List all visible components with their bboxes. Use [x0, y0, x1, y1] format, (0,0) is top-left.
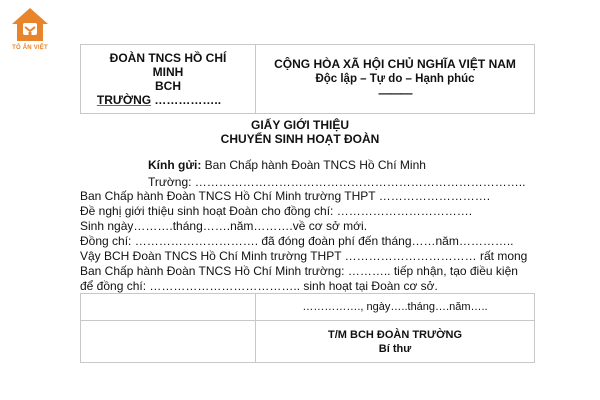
- recipient-label: Kính gửi:: [148, 158, 202, 172]
- body-line-2: Đề nghị giới thiệu sinh hoạt Đoàn cho đồng chí: …………………………….: [80, 204, 473, 218]
- brand-logo: [6, 6, 54, 52]
- body-line-1: Ban Chấp hành Đoàn TNCS Hồ Chí Minh trường THPT ……………………….: [80, 189, 491, 203]
- document-title: GIẤY GIỚI THIỆU: [250, 118, 350, 132]
- body-line-5: Vậy BCH Đoàn TNCS Hồ Chí Minh trường THPT …………………………… rất mong: [80, 249, 528, 263]
- signature-blank-bottom: [81, 321, 256, 363]
- signature-table: [80, 293, 535, 363]
- body-line-4: Đồng chí: …………………………. đã đóng đoàn phí đến tháng……năm…………..: [80, 234, 514, 248]
- school-label: TRƯỜNG: [96, 93, 152, 107]
- signatory-role: Bí thư: [378, 343, 412, 355]
- signatory-cell: [256, 321, 535, 363]
- country-name: CỘNG HÒA XÃ HỘI CHỦ NGHĨA VIỆT NAM: [274, 57, 516, 71]
- signatory-org: T/M BCH ĐOÀN TRƯỜNG: [328, 329, 462, 341]
- national-heading-cell: [256, 45, 535, 114]
- union-name-line2: MINH: [152, 65, 184, 79]
- signature-blank-top: [81, 294, 256, 321]
- house-icon: [10, 6, 50, 44]
- national-motto: Độc lập – Tự do – Hạnh phúc: [315, 73, 475, 85]
- school-line: [97, 93, 221, 107]
- union-name-line3: BCH: [155, 79, 181, 93]
- union-name-line1: ĐOÀN TNCS HỒ CHÍ: [109, 51, 227, 65]
- body-line-7: để đồng chí: ……………………………….. sinh hoạt tại Đoàn cơ sở.: [80, 279, 438, 293]
- brand-name: TỐ ÂN VIỆT: [12, 45, 48, 51]
- recipient-school-line: Trường: ………………………………………………………………………..: [148, 175, 526, 189]
- recipient-line: [148, 158, 426, 172]
- document-header-table: [80, 44, 535, 114]
- recipient-value: Ban Chấp hành Đoàn TNCS Hồ Chí Minh: [201, 158, 426, 172]
- date-line: ……………., ngày…..tháng….năm…..: [256, 294, 535, 321]
- body-line-3: Sinh ngày……….tháng…….năm……….về cơ sở mới.: [80, 219, 368, 233]
- school-dots: ……………..: [151, 93, 222, 107]
- body-line-6: Ban Chấp hành Đoàn TNCS Hồ Chí Minh trường: ……….. tiếp nhận, tạo điều kiện: [80, 264, 518, 278]
- motto-divider: ———: [378, 86, 412, 100]
- document-subtitle: CHUYỂN SINH HOẠT ĐOÀN: [220, 132, 380, 146]
- union-branch-cell: [81, 45, 256, 114]
